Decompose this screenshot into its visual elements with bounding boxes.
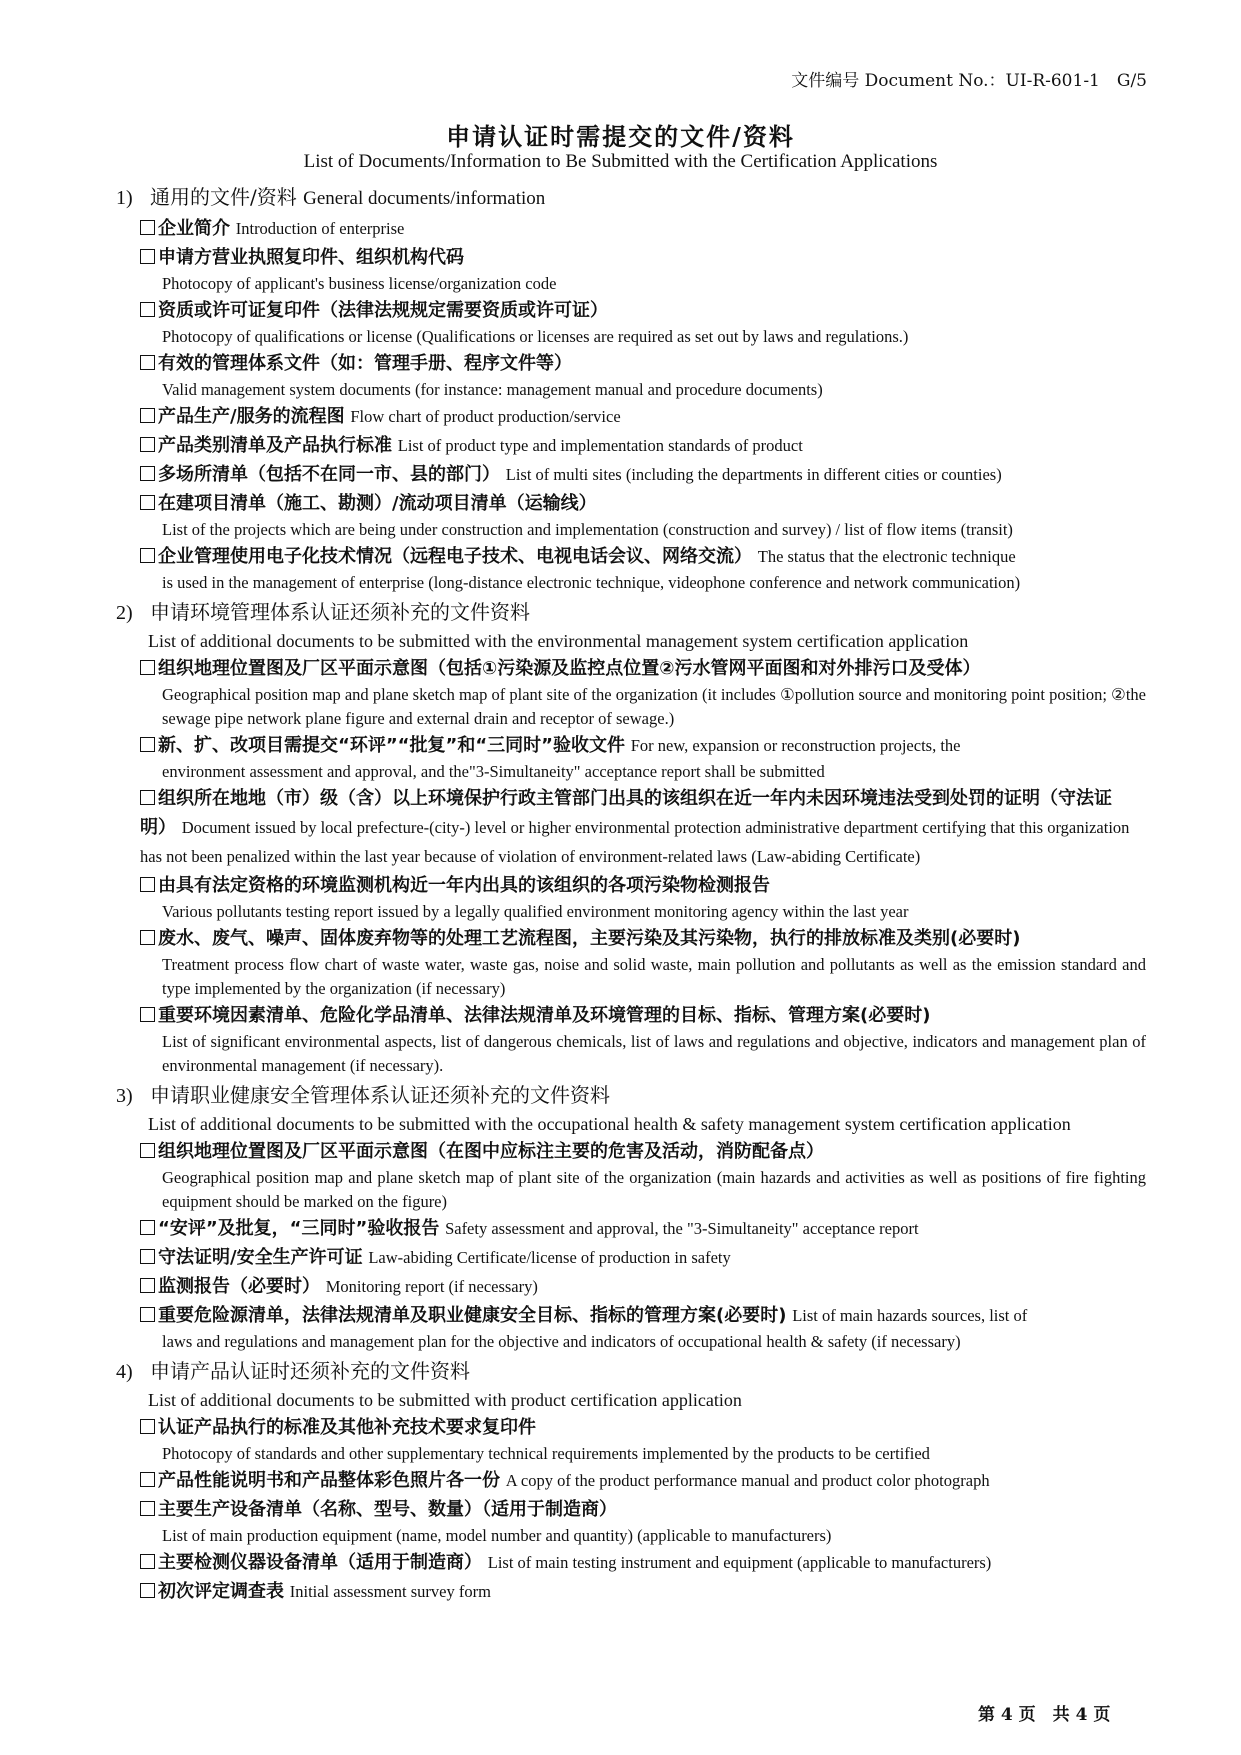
item-description-en: Geographical position map and plane sketch map of plant site of the organization (it includes ①pollution source and monitoring point position; ②the sewage pipe network plane figure and external drain and receptor of sewage.) bbox=[162, 685, 1146, 728]
checkbox-icon[interactable] bbox=[140, 790, 155, 805]
item-label-zh: 企业简介 bbox=[158, 218, 230, 239]
item-label-zh: 认证产品执行的标准及其他补充技术要求复印件 bbox=[158, 1417, 536, 1438]
item-label-en: Safety assessment and approval, the "3-Simultaneity" acceptance report bbox=[445, 1219, 919, 1238]
item-label-zh: 在建项目清单（施工、勘测）/流动项目清单（运输线） bbox=[158, 493, 597, 514]
checkbox-icon[interactable] bbox=[140, 1249, 155, 1264]
checklist-item bbox=[116, 243, 1146, 296]
item-label-zh: 守法证明/安全生产许可证 bbox=[158, 1247, 363, 1268]
section-heading bbox=[116, 597, 1146, 628]
item-label-zh: 产品生产/服务的流程图 bbox=[158, 406, 345, 427]
checkbox-icon[interactable] bbox=[140, 930, 155, 945]
item-label-en: Document issued by local prefecture-(city-) level or higher environmental protection administrative department certifying that this organization has not been penalized within the last year because of violation of environment-related laws (Law-abiding Certificate) bbox=[140, 818, 1130, 866]
item-label-en: Initial assessment survey form bbox=[289, 1582, 491, 1601]
checklist-item bbox=[116, 349, 1146, 402]
section-title-zh: 通用的文件/资料 bbox=[150, 185, 297, 209]
checklist-item bbox=[116, 542, 1146, 595]
section-title-zh: 申请环境管理体系认证还须补充的文件资料 bbox=[150, 600, 530, 624]
checkbox-icon[interactable] bbox=[140, 220, 155, 235]
document-body bbox=[116, 180, 1146, 1606]
checklist-item bbox=[116, 1272, 1146, 1301]
item-label-en: List of multi sites (including the departments in different cities or counties) bbox=[505, 465, 1002, 484]
item-description-en: List of the projects which are being under construction and implementation (construction and survey) / list of flow items (transit) bbox=[162, 520, 1013, 539]
checkbox-icon[interactable] bbox=[140, 1143, 155, 1158]
item-label-zh: 初次评定调查表 bbox=[158, 1581, 284, 1602]
checklist-item bbox=[116, 654, 1146, 731]
item-label-zh: “安评”及批复，“三同时”验收报告 bbox=[158, 1218, 440, 1239]
item-description-en: Photocopy of standards and other supplementary technical requirements implemented by the products to be certified bbox=[162, 1444, 930, 1463]
section-number: 3) bbox=[116, 1085, 133, 1107]
item-label-zh: 产品类别清单及产品执行标准 bbox=[158, 435, 392, 456]
document-title: 申请认证时需提交的文件/资料 bbox=[446, 122, 795, 151]
checklist-item bbox=[116, 871, 1146, 924]
section-number: 4) bbox=[116, 1361, 133, 1383]
checkbox-icon[interactable] bbox=[140, 495, 155, 510]
item-description-en: environment assessment and approval, and the"3-Simultaneity" acceptance report shall be submitted bbox=[162, 762, 825, 781]
item-label-zh: 监测报告（必要时） bbox=[158, 1276, 320, 1297]
item-label-zh: 重要危险源清单，法律法规清单及职业健康安全目标、指标的管理方案(必要时) bbox=[158, 1305, 787, 1326]
checkbox-icon[interactable] bbox=[140, 737, 155, 752]
checkbox-icon[interactable] bbox=[140, 355, 155, 370]
item-label-zh: 资质或许可证复印件（法律法规规定需要资质或许可证） bbox=[158, 300, 608, 321]
section-subtitle: List of additional documents to be submitted with product certification application bbox=[148, 1390, 742, 1410]
checkbox-icon[interactable] bbox=[140, 548, 155, 563]
checklist-item bbox=[116, 1301, 1146, 1354]
checklist-item bbox=[116, 1413, 1146, 1466]
page-number: 第 4 页 共 4 页 bbox=[978, 1705, 1111, 1725]
item-label-en: A copy of the product performance manual and product color photograph bbox=[505, 1471, 990, 1490]
checkbox-icon[interactable] bbox=[140, 1554, 155, 1569]
section-subtitle: List of additional documents to be submitted with the occupational health & safety management system certification application bbox=[148, 1114, 1071, 1134]
checklist-item bbox=[116, 1577, 1146, 1606]
item-label-zh: 多场所清单（包括不在同一市、县的部门） bbox=[158, 464, 500, 485]
checkbox-icon[interactable] bbox=[140, 1307, 155, 1322]
item-label-zh: 组织地理位置图及厂区平面示意图（在图中应标注主要的危害及活动，消防配备点） bbox=[158, 1141, 824, 1162]
section-title-en: General documents/information bbox=[303, 188, 546, 209]
item-label-zh: 组织所在地地（市）级（含）以上环境保护行政主管部门出具的该组织在近一年内未因环境违法受到处罚的证明（守法证明） bbox=[140, 788, 1112, 838]
checkbox-icon[interactable] bbox=[140, 249, 155, 264]
checkbox-icon[interactable] bbox=[140, 877, 155, 892]
checkbox-icon[interactable] bbox=[140, 1007, 155, 1022]
item-label-zh: 由具有法定资格的环境监测机构近一年内出具的该组织的各项污染物检测报告 bbox=[158, 875, 770, 896]
item-label-en: List of main hazards sources, list of bbox=[792, 1306, 1028, 1325]
checklist-item bbox=[116, 296, 1146, 349]
item-description-en: List of main production equipment (name, model number and quantity) (applicable to manufacturers) bbox=[162, 1526, 832, 1545]
item-description-en: Photocopy of applicant's business license/organization code bbox=[162, 274, 557, 293]
item-label-zh: 废水、废气、噪声、固体废弃物等的处理工艺流程图，主要污染及其污染物，执行的排放标准及类别(必要时) bbox=[158, 928, 1021, 949]
section-title-zh: 申请产品认证时还须补充的文件资料 bbox=[150, 1359, 470, 1383]
document-subtitle: List of Documents/Information to Be Submitted with the Certification Applications bbox=[303, 151, 938, 172]
section-heading bbox=[116, 1080, 1146, 1111]
checklist-item bbox=[116, 784, 1146, 871]
item-label-en: The status that the electronic technique bbox=[757, 547, 1016, 566]
checkbox-icon[interactable] bbox=[140, 437, 155, 452]
checkbox-icon[interactable] bbox=[140, 1278, 155, 1293]
checklist-item bbox=[116, 1137, 1146, 1214]
checklist-item bbox=[116, 460, 1146, 489]
item-description-en: List of significant environmental aspects, list of dangerous chemicals, list of laws and regulations and objective, indicators and management plan of environmental management (if necessary). bbox=[162, 1032, 1146, 1075]
item-description-en: Various pollutants testing report issued by a legally qualified environment monitoring agency within the last year bbox=[162, 902, 909, 921]
item-label-zh: 主要生产设备清单（名称、型号、数量）（适用于制造商） bbox=[158, 1499, 617, 1520]
item-label-zh: 组织地理位置图及厂区平面示意图（包括①污染源及监控点位置②污水管网平面图和对外排污口及受体） bbox=[158, 658, 981, 679]
item-label-zh: 新、扩、改项目需提交“环评”“批复”和“三同时”验收文件 bbox=[158, 735, 625, 756]
checklist-item bbox=[116, 1548, 1146, 1577]
checkbox-icon[interactable] bbox=[140, 1501, 155, 1516]
item-label-en: Flow chart of product production/service bbox=[350, 407, 621, 426]
checklist-item bbox=[116, 1243, 1146, 1272]
item-description-en: Valid management system documents (for instance: management manual and procedure documents) bbox=[162, 380, 823, 399]
item-label-en: Introduction of enterprise bbox=[235, 219, 405, 238]
document-number: 文件编号 Document No.：UI-R-601-1 G/5 bbox=[791, 71, 1147, 91]
item-description-en: Treatment process flow chart of waste water, waste gas, noise and solid waste, main pollution and pollutants as well as the emission standard and type implemented by the organization (if necessary) bbox=[162, 955, 1146, 998]
section-number: 1) bbox=[116, 187, 133, 209]
checklist-item bbox=[116, 1466, 1146, 1495]
item-label-zh: 产品性能说明书和产品整体彩色照片各一份 bbox=[158, 1470, 500, 1491]
checkbox-icon[interactable] bbox=[140, 466, 155, 481]
section-subtitle: List of additional documents to be submitted with the environmental management system certification application bbox=[148, 631, 969, 651]
item-label-en: For new, expansion or reconstruction projects, the bbox=[630, 736, 961, 755]
item-description-en: Geographical position map and plane sketch map of plant site of the organization (main hazards and activities as well as positions of fire fighting equipment should be marked on the figure) bbox=[162, 1168, 1146, 1211]
section-title-zh: 申请职业健康安全管理体系认证还须补充的文件资料 bbox=[150, 1083, 610, 1107]
section-number: 2) bbox=[116, 602, 133, 624]
section-heading bbox=[116, 1356, 1146, 1387]
checklist-item bbox=[116, 214, 1146, 243]
checkbox-icon[interactable] bbox=[140, 660, 155, 675]
item-label-en: List of main testing instrument and equipment (applicable to manufacturers) bbox=[487, 1553, 992, 1572]
checkbox-icon[interactable] bbox=[140, 1220, 155, 1235]
checklist-item bbox=[116, 1214, 1146, 1243]
checkbox-icon[interactable] bbox=[140, 302, 155, 317]
checklist-item bbox=[116, 1495, 1146, 1548]
item-description-en: Photocopy of qualifications or license (Qualifications or licenses are required as set out by laws and regulations.) bbox=[162, 327, 909, 346]
section-heading bbox=[116, 182, 1146, 214]
item-description-en: laws and regulations and management plan for the objective and indicators of occupational health & safety (if necessary) bbox=[162, 1332, 961, 1351]
item-label-en: List of product type and implementation standards of product bbox=[397, 436, 803, 455]
item-label-zh: 重要环境因素清单、危险化学品清单、法律法规清单及环境管理的目标、指标、管理方案(必要时) bbox=[158, 1005, 931, 1026]
item-description-en: is used in the management of enterprise (long-distance electronic technique, videophone conference and network communication) bbox=[162, 573, 1021, 592]
item-label-zh: 主要检测仪器设备清单（适用于制造商） bbox=[158, 1552, 482, 1573]
checklist-item bbox=[116, 731, 1146, 784]
item-label-zh: 申请方营业执照复印件、组织机构代码 bbox=[158, 247, 464, 268]
checklist-item bbox=[116, 402, 1146, 431]
checkbox-icon[interactable] bbox=[140, 408, 155, 423]
checkbox-icon[interactable] bbox=[140, 1583, 155, 1598]
item-label-zh: 企业管理使用电子化技术情况（远程电子技术、电视电话会议、网络交流） bbox=[158, 546, 752, 567]
item-label-en: Monitoring report (if necessary) bbox=[325, 1277, 538, 1296]
item-label-en: Law-abiding Certificate/license of production in safety bbox=[368, 1248, 731, 1267]
item-label-zh: 有效的管理体系文件（如：管理手册、程序文件等） bbox=[158, 353, 572, 374]
checklist-item bbox=[116, 489, 1146, 542]
checkbox-icon[interactable] bbox=[140, 1472, 155, 1487]
checklist-item bbox=[116, 1001, 1146, 1078]
checkbox-icon[interactable] bbox=[140, 1419, 155, 1434]
checklist-item bbox=[116, 924, 1146, 1001]
checklist-item bbox=[116, 431, 1146, 460]
